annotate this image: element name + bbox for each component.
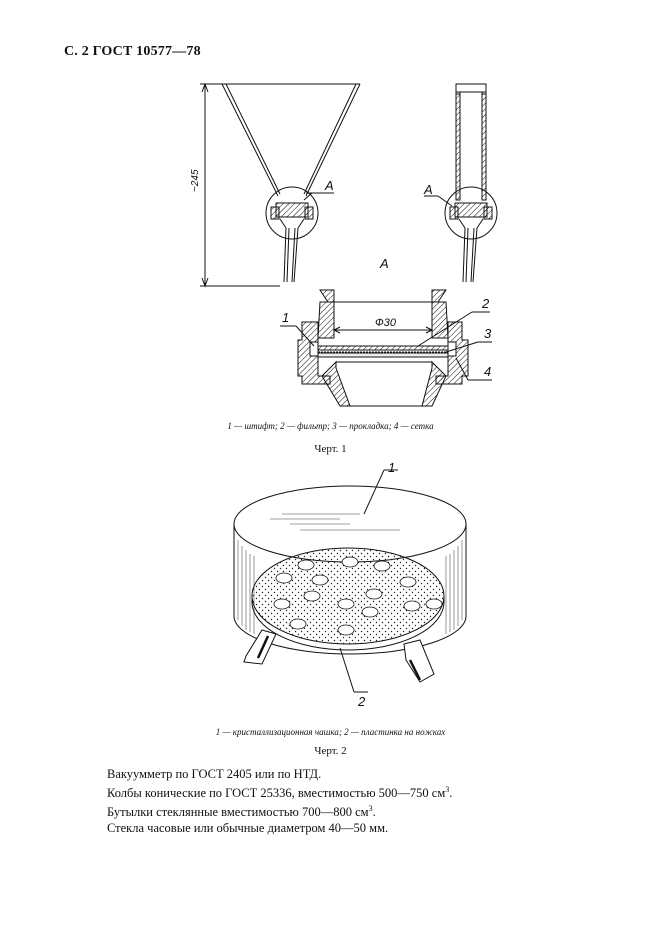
figure1-caption: 1 — штифт; 2 — фильтр; 3 — прокладка; 4 — сетка [227,421,434,431]
section-title: А [380,256,389,271]
tube-assembly-drawing [424,84,497,282]
figure2-title: Черт. 2 [314,745,347,757]
detail-label-left: А [325,178,334,193]
equipment-list [107,766,452,836]
list-item: Колбы конические по ГОСТ 25336, вместимостью 500—750 $см^3$. [107,785,453,801]
dimension-label: ~245 [190,169,201,192]
diameter-label: Ф30 [375,317,396,329]
figure2-caption: 1 — кристаллизационная чашка; 2 — пластинка на ножках [215,727,446,737]
list-item: Бутылки стеклянные вместимостью 700—800 $см^3$. [107,804,376,820]
callout-4: 4 [484,364,492,379]
page-header: С. 2 ГОСТ 10577—78 [64,44,201,59]
list-item: Стекла часовые или обычные диаметром 40—50 мм. [107,821,389,836]
dish-callout-2: 2 [358,694,366,709]
callout-2: 2 [482,296,490,311]
callout-3: 3 [484,326,492,341]
figure1-title: Черт. 1 [314,443,347,455]
dish-drawing [234,470,466,692]
dish-callout-1: 1 [388,460,396,475]
callout-1: 1 [282,310,290,325]
list-item: Вакуумметр по ГОСТ 2405 или по НТД. [107,767,322,781]
section-a-drawing [280,290,492,406]
funnel-assembly-drawing [200,84,360,286]
detail-label-right: А [424,182,433,197]
